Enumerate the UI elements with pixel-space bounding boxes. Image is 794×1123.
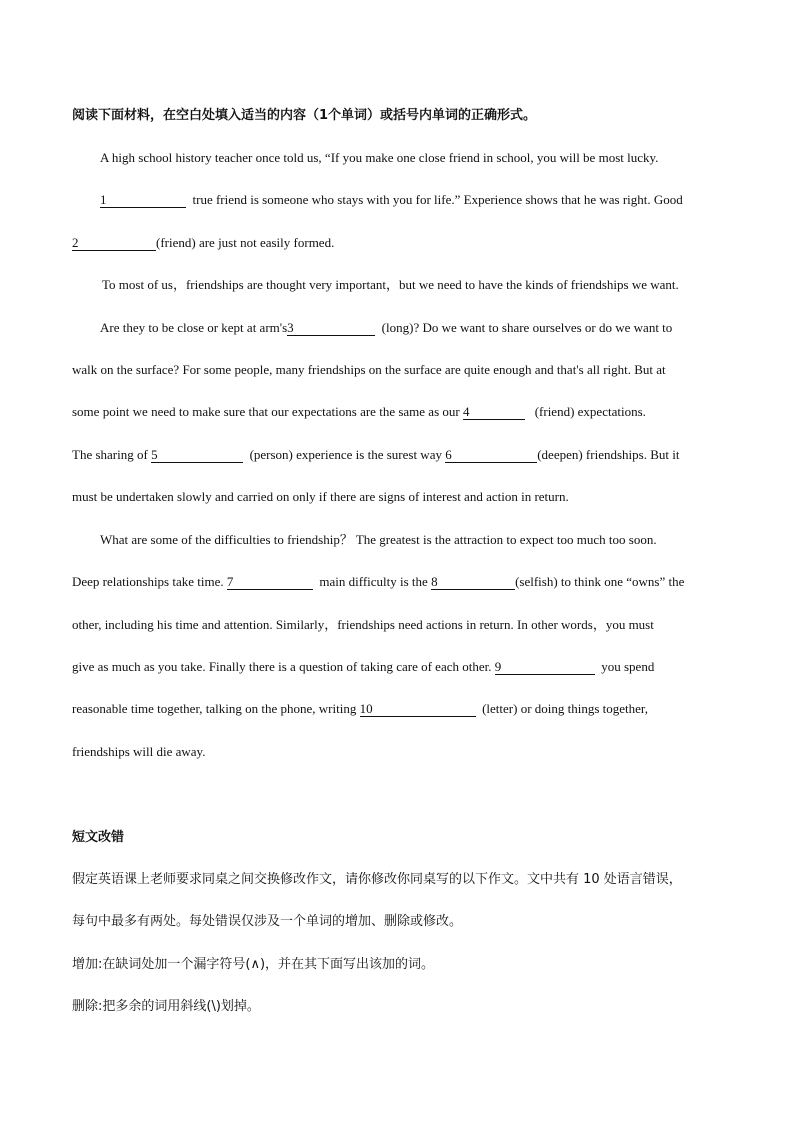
passage-text: What are some of the difficulties to friendship？ The greatest is the attraction to expect too much too soon. <box>100 532 657 547</box>
passage-line-10 <box>100 530 722 550</box>
passage-text: other, including his time and attention. Similarly，friendships need actions in return. In other words，you must <box>72 617 654 632</box>
passage-text: (selfish) to think one “owns” the <box>515 574 685 589</box>
passage-text: (person) experience is the surest way <box>249 447 442 462</box>
passage-line-12 <box>72 615 722 635</box>
passage-line-2 <box>100 190 722 210</box>
passage-text: A high school history teacher once told us, “If you make one close friend in school, you will be most lucky. <box>100 150 659 165</box>
answer-blank-2[interactable]: 2 <box>72 235 156 251</box>
passage-line-3 <box>72 233 722 253</box>
error-correction-line-3: 增加:在缺词处加一个漏字符号(∧)，并在其下面写出该加的词。 <box>72 957 435 972</box>
answer-blank-8[interactable]: 8 <box>431 574 515 590</box>
error-correction-line-4: 删除:把多余的词用斜线(\)划掉。 <box>72 999 260 1014</box>
passage-line-9 <box>72 487 722 507</box>
passage-text: friendships will die away. <box>72 744 206 759</box>
answer-blank-3[interactable]: 3 <box>287 320 375 336</box>
passage-line-4 <box>102 275 724 295</box>
passage-text: Are they to be close or kept at arm's <box>100 320 288 335</box>
passage-text: (long)? Do we want to share ourselves or do we want to <box>381 320 673 335</box>
error-correction-heading: 短文改错 <box>72 830 125 845</box>
answer-blank-7[interactable]: 7 <box>227 574 313 590</box>
answer-blank-5[interactable]: 5 <box>151 447 243 463</box>
passage-text: some point we need to make sure that our expectations are the same as our <box>72 404 460 419</box>
passage-line-14 <box>72 699 722 719</box>
error-correction-line-2: 每句中最多有两处。每处错误仅涉及一个单词的增加、删除或修改。 <box>72 914 463 929</box>
passage-line-11 <box>72 572 722 592</box>
passage-text: give as much as you take. Finally there is a question of taking care of each other. <box>72 659 492 674</box>
answer-blank-9[interactable]: 9 <box>495 659 595 675</box>
passage-text: must be undertaken slowly and carried on only if there are signs of interest and action in return. <box>72 489 569 504</box>
passage-line-1 <box>100 148 722 168</box>
passage-line-15 <box>72 742 722 762</box>
passage-line-7 <box>72 402 722 422</box>
passage-text: you spend <box>601 659 655 674</box>
passage-text: main difficulty is the <box>319 574 428 589</box>
passage-line-8 <box>72 445 722 465</box>
cloze-instructions-heading: 阅读下面材料，在空白处填入适当的内容（1个单词）或括号内单词的正确形式。 <box>72 108 537 123</box>
passage-text: To most of us，friendships are thought very important，but we need to have the kinds of friendships we want. <box>102 277 679 292</box>
passage-text: Deep relationships take time. <box>72 574 224 589</box>
error-correction-line-1: 假定英语课上老师要求同桌之间交换修改作文，请你修改你同桌写的以下作文。文中共有 10 处语言错误， <box>72 872 682 887</box>
answer-blank-6[interactable]: 6 <box>445 447 537 463</box>
passage-text: (deepen) friendships. But it <box>537 447 680 462</box>
passage-text: (friend) are just not easily formed. <box>156 235 335 250</box>
passage-line-6 <box>72 360 722 380</box>
passage-text: (friend) expectations. <box>534 404 646 419</box>
passage-line-5 <box>100 318 722 338</box>
passage-text: reasonable time together, talking on the phone, writing <box>72 701 357 716</box>
passage-text: true friend is someone who stays with you for life.” Experience shows that he was right. Good <box>192 192 683 207</box>
passage-text: (letter) or doing things together, <box>482 701 648 716</box>
passage-text: walk on the surface? For some people, many friendships on the surface are quite enough and that's all right. But at <box>72 362 666 377</box>
answer-blank-10[interactable]: 10 <box>360 701 476 717</box>
answer-blank-4[interactable]: 4 <box>463 404 525 420</box>
answer-blank-1[interactable]: 1 <box>100 192 186 208</box>
passage-text: The sharing of <box>72 447 148 462</box>
passage-line-13 <box>72 657 722 677</box>
